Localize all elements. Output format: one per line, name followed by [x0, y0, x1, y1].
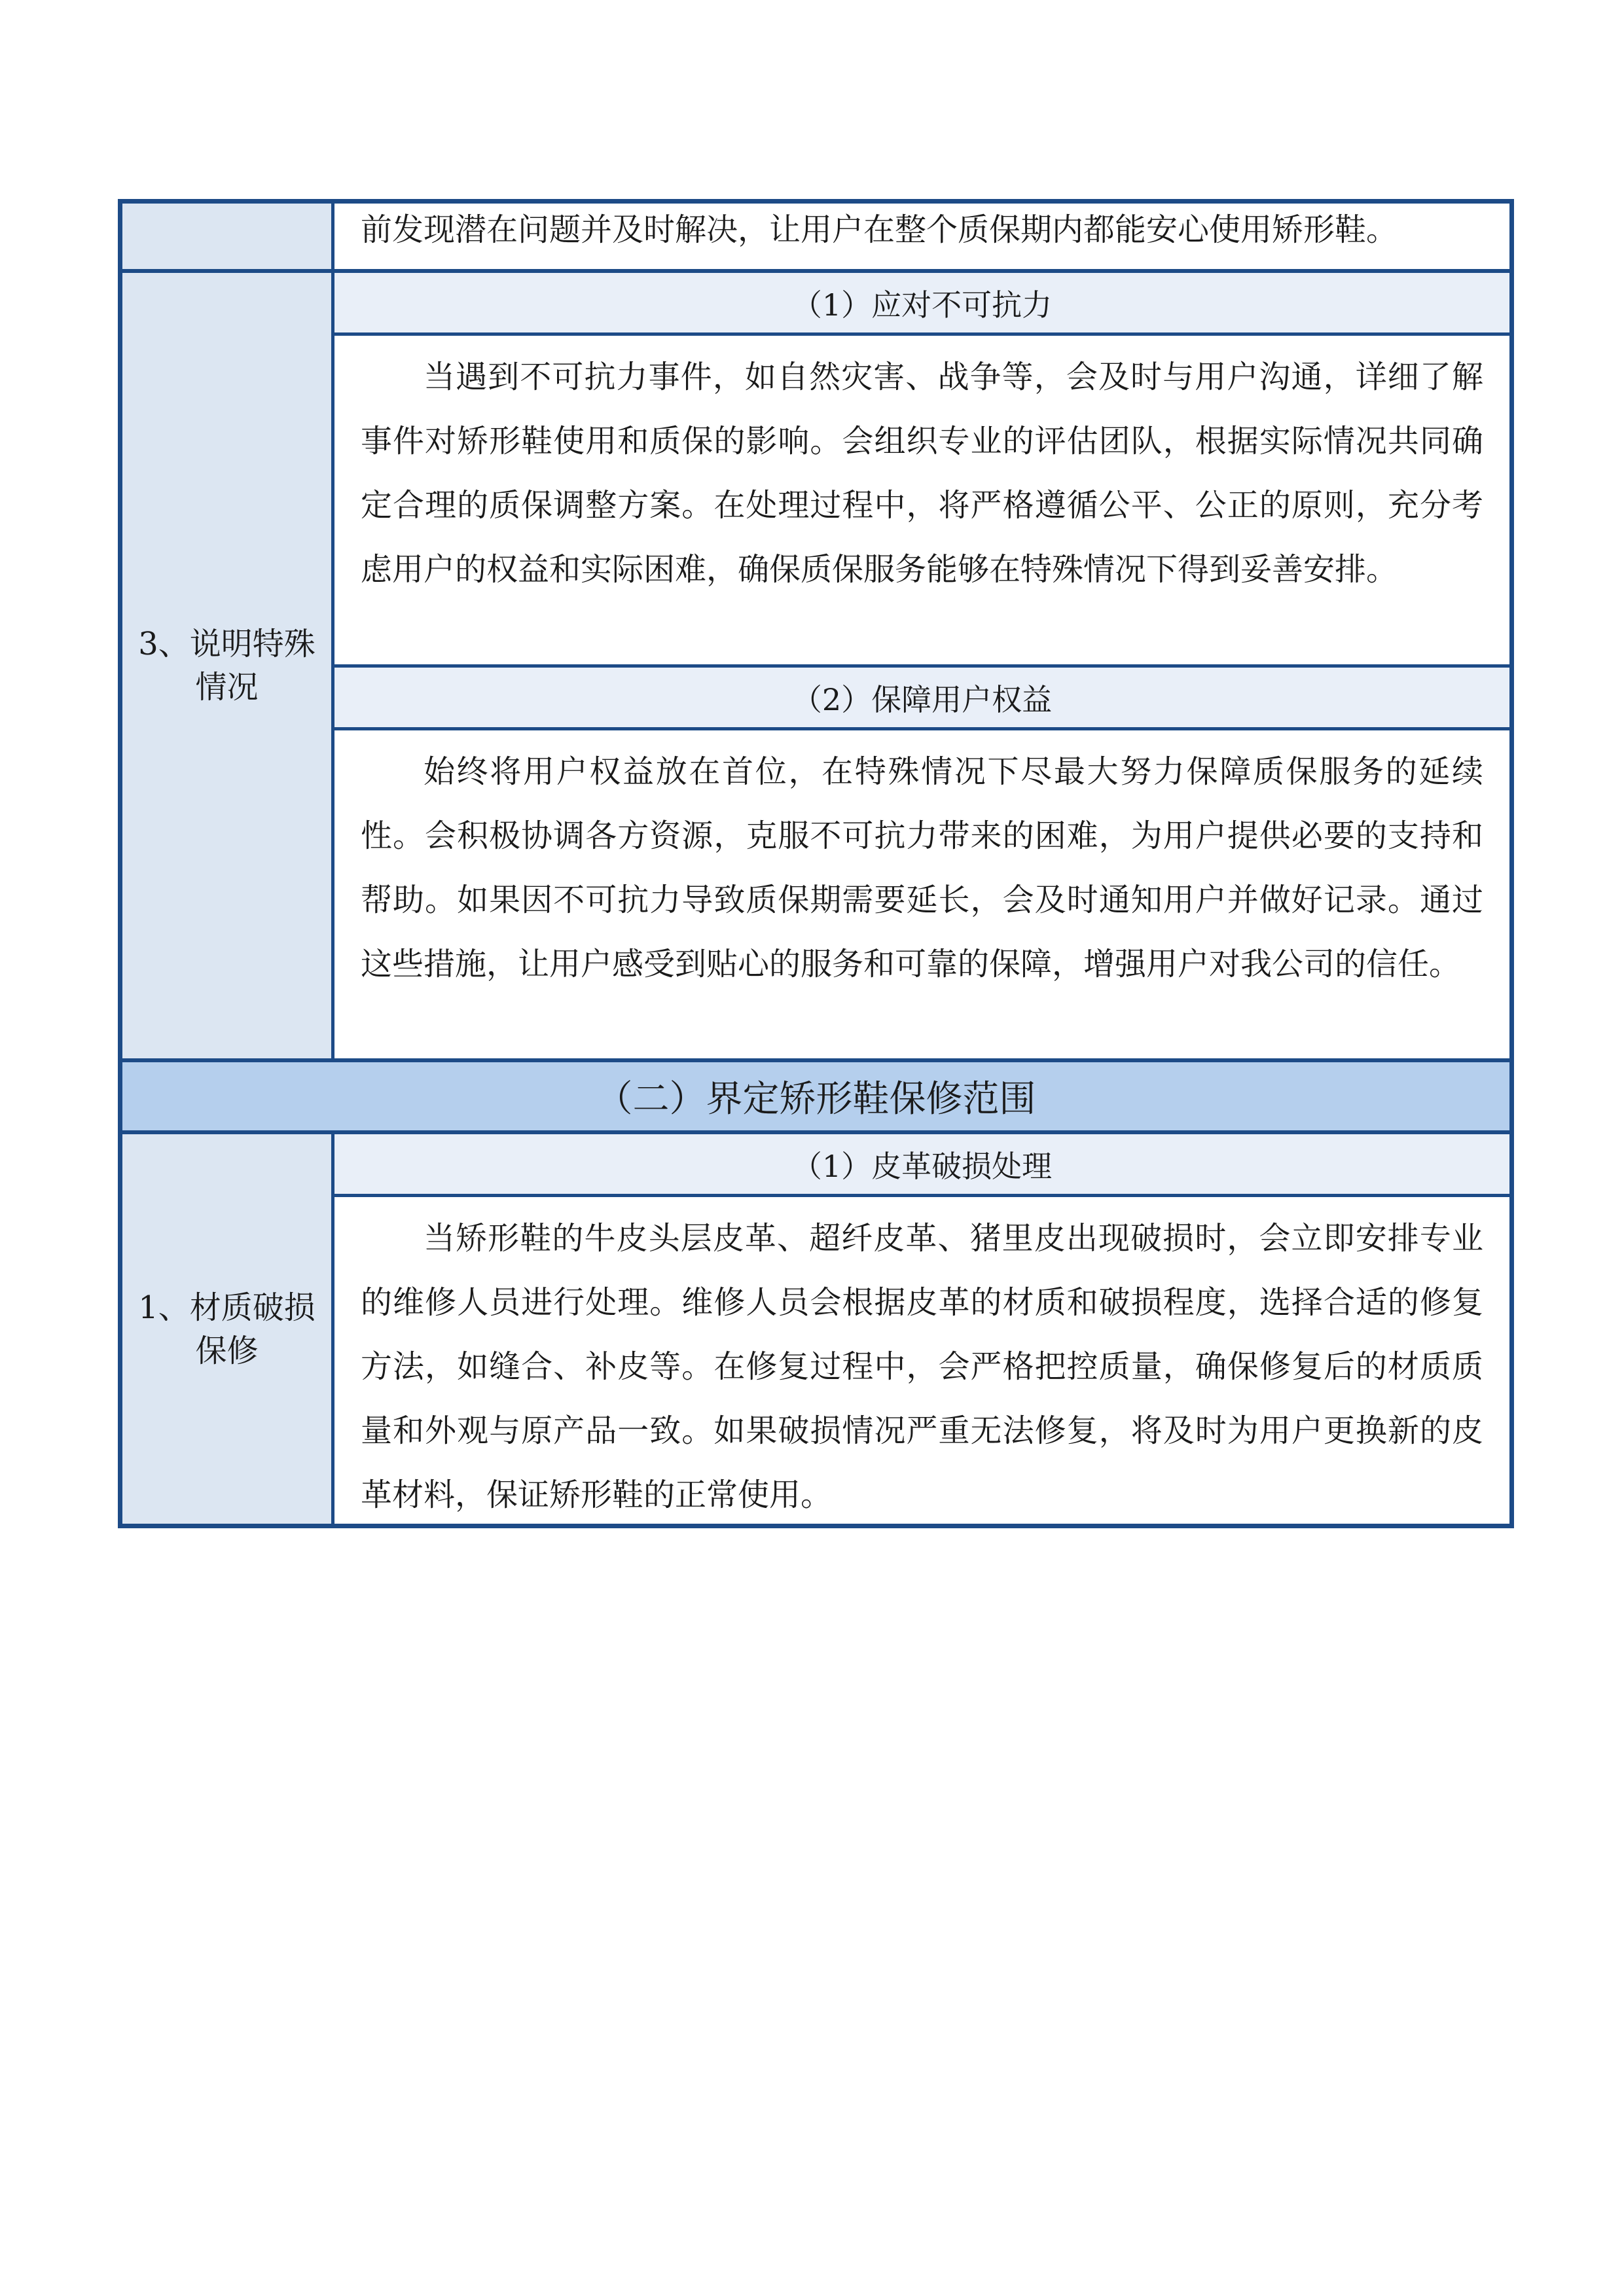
subheading-text: （1）皮革破损处理: [791, 1148, 1053, 1184]
subheading-force-majeure: [334, 273, 1509, 336]
continuation-cell: [334, 204, 1509, 273]
section-title: （二）界定矫形鞋保修范围: [596, 1078, 1036, 1121]
paragraph: 当遇到不可抗力事件，如自然灾害、战争等，会及时与用户沟通，详细了解事件对矫形鞋使用和质保的影响。会组织专业的评估团队，根据实际情况共同确定合理的质保调整方案。在处理过程中，将严格遵循公平、公正的原则，充分考虑用户的权益和实际困难，确保质保服务能够在特殊情况下得到妥善安排。: [361, 359, 1483, 588]
paragraph: 始终将用户权益放在首位，在特殊情况下尽最大努力保障质保服务的延续性。会积极协调各方资源，克服不可抗力带来的困难，为用户提供必要的支持和帮助。如果因不可抗力导致质保期需要延长，会及时通知用户并做好记录。通过这些措施，让用户感受到贴心的服务和可靠的保障，增强用户对我公司的信任。: [361, 753, 1483, 982]
row-label-empty: [122, 204, 334, 273]
subheading-text: （2）保障用户权益: [791, 681, 1053, 717]
section-header: [122, 1062, 1509, 1134]
subheading-text: （1）应对不可抗力: [791, 287, 1053, 323]
row-label-material: [122, 1134, 334, 1524]
subheading-user-rights: [334, 668, 1509, 730]
row-label-special: [122, 273, 334, 1062]
paragraph: 当矫形鞋的牛皮头层皮革、超纤皮革、猪里皮出现破损时，会立即安排专业的维修人员进行处理。维修人员会根据皮革的材质和破损程度，选择合适的修复方法，如缝合、补皮等。在修复过程中，会严格把控质量，确保修复后的材质质量和外观与原产品一致。如果破损情况严重无法修复，将及时为用户更换新的皮革材料，保证矫形鞋的正常使用。: [361, 1220, 1483, 1513]
material-label: 1、材质破损保修: [138, 1289, 316, 1369]
special-label: 3、说明特殊情况: [138, 626, 316, 706]
user-rights-body: [334, 730, 1509, 1062]
leather-body: [334, 1197, 1509, 1524]
continuation-text: 前发现潜在问题并及时解决，让用户在整个质保期内都能安心使用矫形鞋。: [361, 211, 1398, 248]
force-majeure-body: [334, 336, 1509, 668]
warranty-table: [118, 199, 1514, 1528]
subheading-leather: [334, 1134, 1509, 1197]
